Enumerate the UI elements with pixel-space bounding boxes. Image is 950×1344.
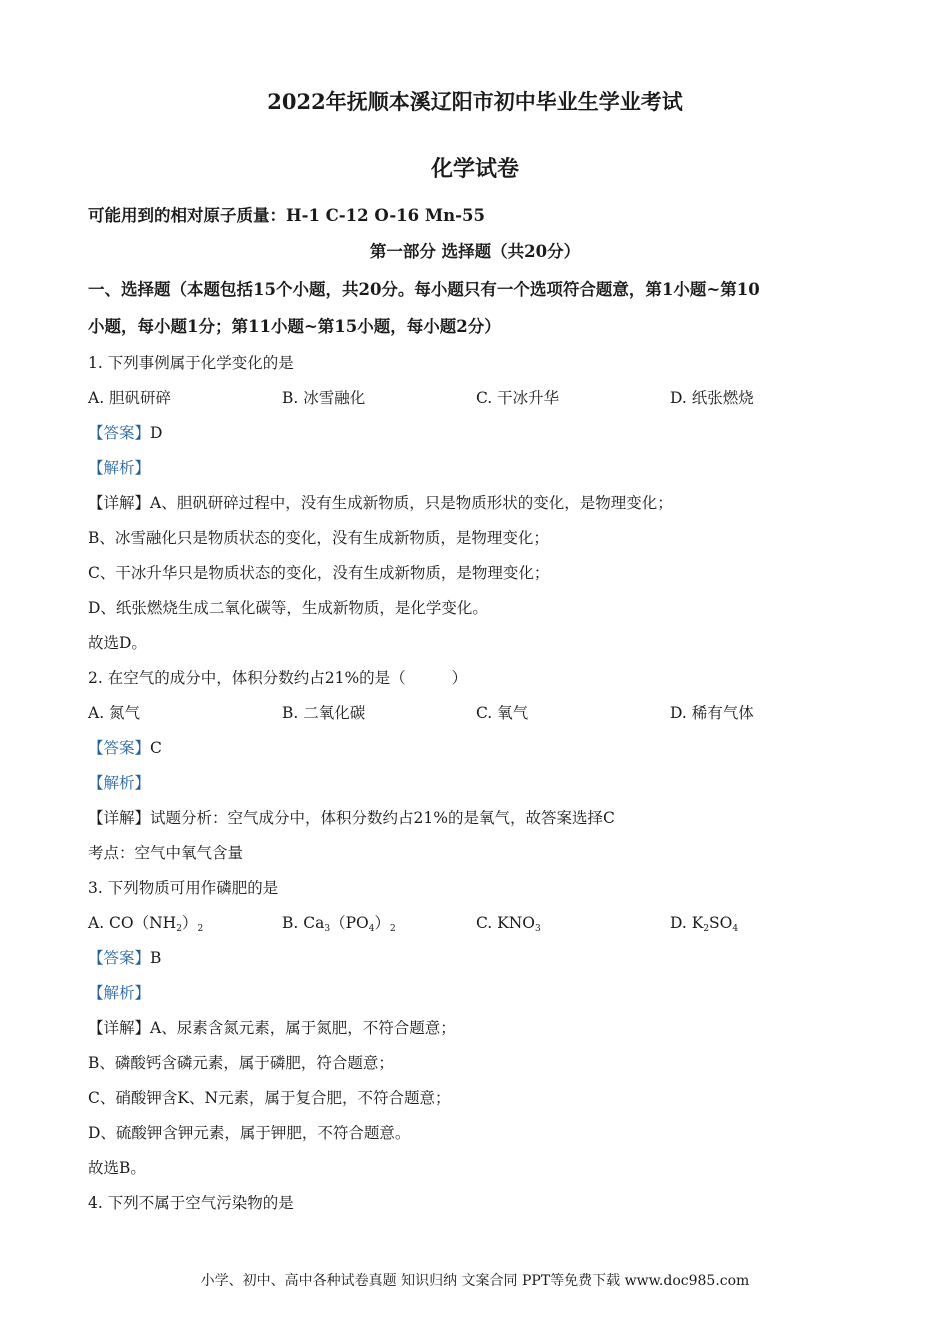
formula-part: B. Ca	[282, 914, 325, 932]
q2-option-d: D. 稀有气体	[670, 704, 754, 722]
q1-answer-value: D	[150, 424, 163, 442]
q3-detail-text: A、尿素含氮元素，属于氮肥，不符合题意；	[150, 1019, 456, 1037]
subscript: 2	[176, 924, 182, 934]
q1-option-d: D. 纸张燃烧	[670, 389, 754, 407]
section-heading-line2: 小题，每小题1分；第11小题~第15小题，每小题2分）	[88, 317, 501, 336]
q3-detail-line: B、磷酸钙含磷元素，属于磷肥，符合题意；	[88, 1054, 394, 1072]
detail-tag: 【详解】	[88, 494, 151, 512]
subscript: 2	[197, 924, 204, 934]
q2-detail-text: 试题分析：空气成分中，体积分数约占21%的是氧气，故答案选择C	[150, 809, 615, 827]
detail-tag: 【详解】	[88, 1019, 151, 1037]
q1-option-a: A. 胆矾研碎	[88, 389, 172, 407]
q1-answer	[88, 423, 162, 443]
subscript: 3	[324, 924, 331, 934]
section-heading-line1: 一、选择题（本题包括15个小题，共20分。每小题只有一个选项符合题意，第1小题~第10	[88, 280, 760, 299]
exam-subtitle: 化学试卷	[430, 156, 519, 182]
subscript: 4	[732, 924, 739, 934]
analysis-tag: 【解析】	[88, 774, 151, 792]
q2-option-a: A. 氮气	[88, 704, 141, 722]
q3-answer-value: B	[150, 949, 162, 967]
q3-detail-line: C、硝酸钾含K、N元素，属于复合肥，不符合题意；	[88, 1089, 451, 1107]
exam-title: 2022年抚顺本溪辽阳市初中毕业生学业考试	[267, 89, 683, 114]
q2-detail	[88, 808, 615, 828]
q2-answer-value: C	[150, 739, 162, 757]
subscript: 3	[535, 924, 541, 934]
q3-option-a	[88, 913, 203, 939]
q1-detail-line: D、纸张燃烧生成二氧化碳等，生成新物质，是化学变化。	[88, 599, 488, 617]
answer-tag: 【答案】	[88, 424, 151, 442]
analysis-tag: 【解析】	[88, 984, 151, 1002]
q2-analysis	[88, 773, 150, 793]
q1-conclusion: 故选D。	[88, 634, 147, 652]
q3-option-d	[670, 913, 738, 939]
q4-stem: 4. 下列不属于空气污染物的是	[88, 1194, 294, 1212]
q1-detail-line: B、冰雪融化只是物质状态的变化，没有生成新物质，是物理变化；	[88, 529, 549, 547]
q3-detail-line: D、硫酸钾含钾元素，属于钾肥，不符合题意。	[88, 1124, 411, 1142]
q2-stem-end: ）	[451, 669, 468, 687]
q3-analysis	[88, 983, 150, 1003]
formula-part: A. CO（NH	[88, 914, 177, 932]
q3-option-c	[476, 913, 541, 939]
atomic-masses: 可能用到的相对原子质量：H-1 C-12 O-16 Mn-55	[88, 206, 485, 225]
q2-option-b: B. 二氧化碳	[282, 704, 366, 722]
q2-answer	[88, 738, 162, 758]
q2-stem	[88, 668, 467, 688]
q3-option-b	[282, 913, 396, 939]
formula-part: SO	[709, 914, 733, 932]
subscript: 2	[703, 924, 710, 934]
q1-option-c: C. 干冰升华	[476, 389, 560, 407]
q2-point: 考点：空气中氧气含量	[88, 844, 244, 862]
q1-detail-text: A、胆矾研碎过程中，没有生成新物质，只是物质形状的变化，是物理变化；	[150, 494, 673, 512]
formula-part: ）	[374, 914, 390, 932]
answer-tag: 【答案】	[88, 949, 151, 967]
q1-analysis	[88, 458, 150, 478]
q2-stem-text: 2. 在空气的成分中，体积分数约占21%的是（	[88, 669, 406, 687]
detail-tag: 【详解】	[88, 809, 151, 827]
q3-stem: 3. 下列物质可用作磷肥的是	[88, 879, 279, 897]
subscript: 4	[368, 924, 375, 934]
q3-answer	[88, 948, 161, 968]
formula-part: （PO	[330, 914, 369, 932]
q1-stem: 1. 下列事例属于化学变化的是	[88, 354, 294, 372]
q1-detail-line: C、干冰升华只是物质状态的变化，没有生成新物质，是物理变化；	[88, 564, 550, 582]
formula-part: D. K	[670, 914, 704, 932]
formula-part: C. KNO	[476, 914, 536, 932]
page-footer: 小学、初中、高中各种试卷真题 知识归纳 文案合同 PPT等免费下载 www.doc985.com	[200, 1273, 750, 1289]
answer-tag: 【答案】	[88, 739, 151, 757]
analysis-tag: 【解析】	[88, 459, 151, 477]
q3-conclusion: 故选B。	[88, 1159, 146, 1177]
q3-detail	[88, 1018, 456, 1038]
formula-part: ）	[181, 914, 198, 932]
q2-option-c: C. 氧气	[476, 704, 529, 722]
q1-option-b: B. 冰雪融化	[282, 389, 366, 407]
q1-detail	[88, 493, 673, 513]
subscript: 2	[389, 924, 396, 934]
part-heading: 第一部分 选择题（共20分）	[369, 242, 581, 261]
